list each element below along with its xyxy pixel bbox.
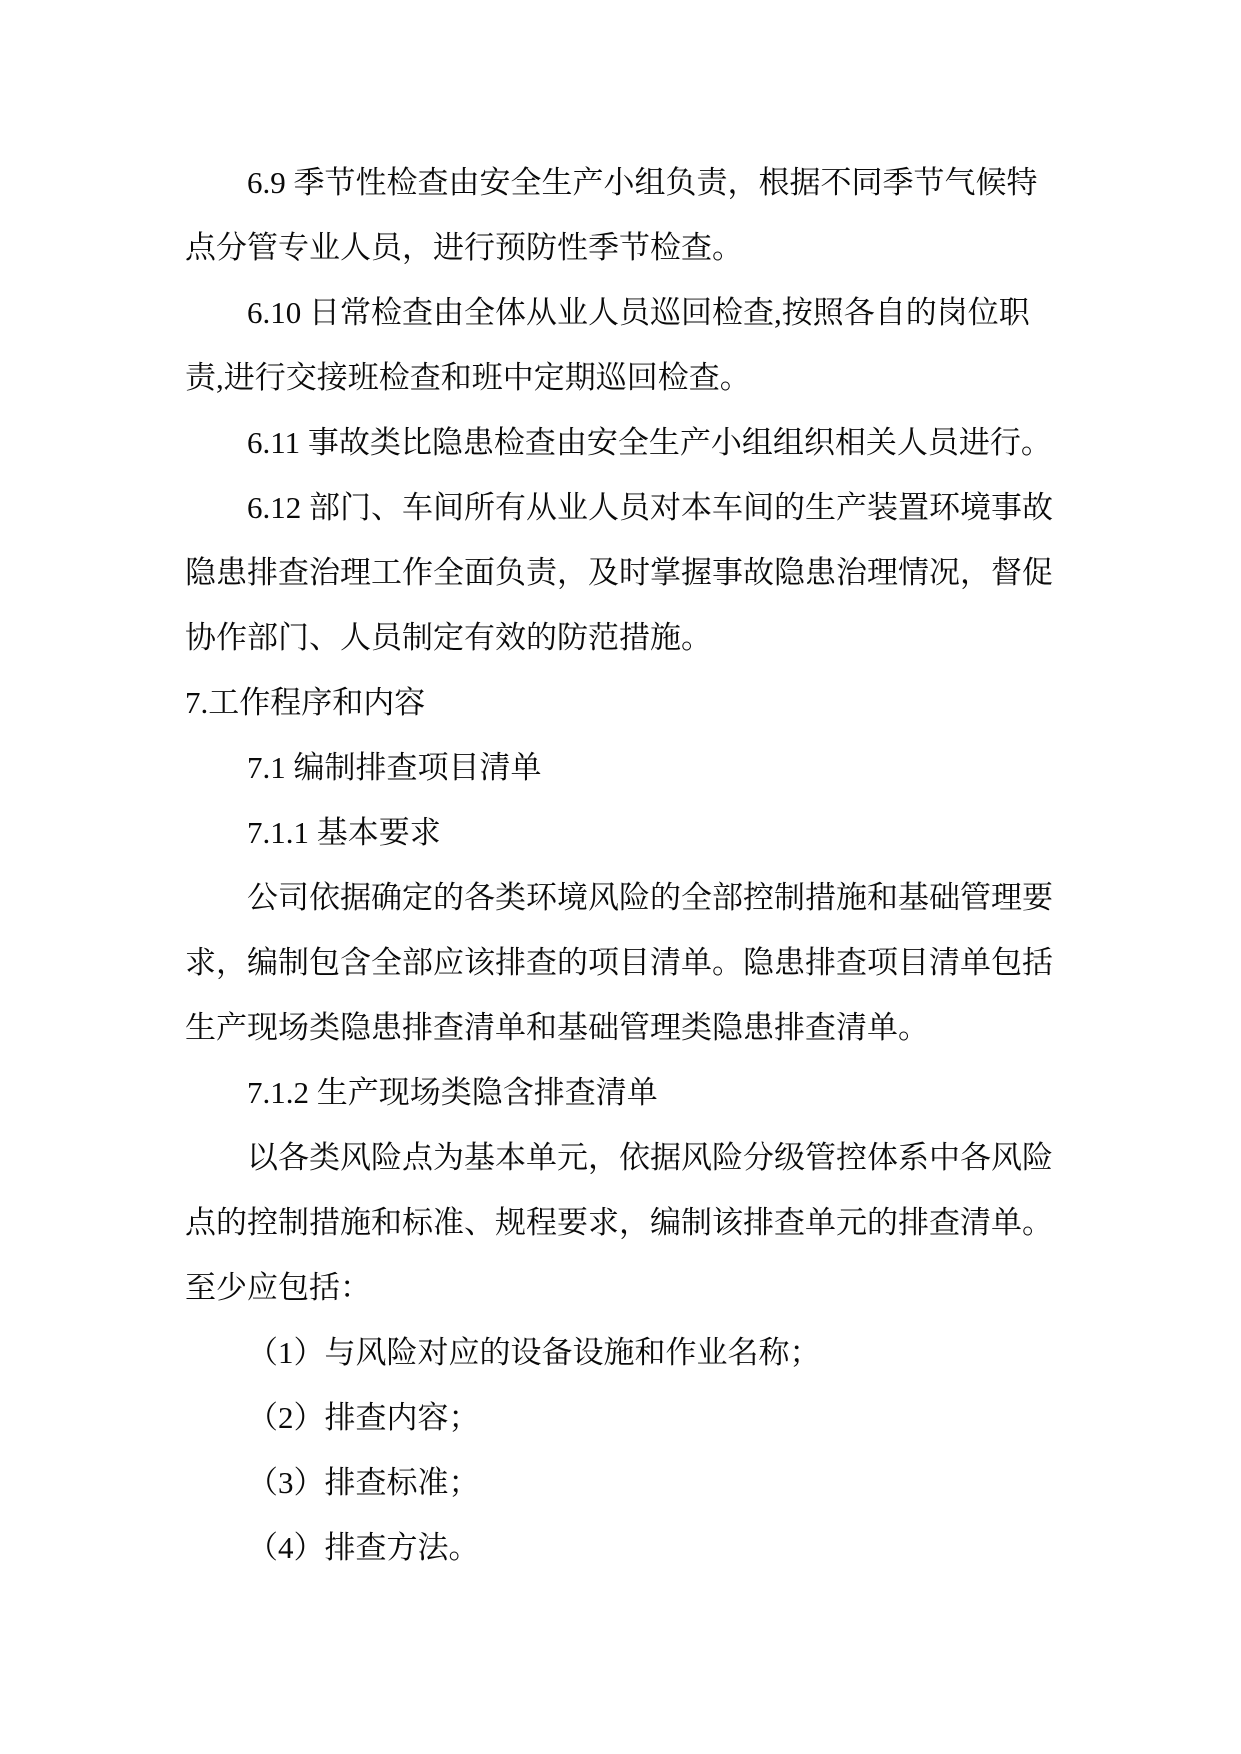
paragraph-6-9: 6.9 季节性检查由安全生产小组负责，根据不同季节气候特点分管专业人员，进行预防性季节检查。 <box>185 165 1038 265</box>
list-item-4: （4）排查方法。 <box>247 1530 480 1565</box>
paragraph-7-1-2-body: 以各类风险点为基本单元，依据风险分级管控体系中各风险点的控制措施和标准、规程要求，编制该排查单元的排查清单。至少应包括： <box>185 1140 1053 1305</box>
paragraph-6-12: 6.12 部门、车间所有从业人员对本车间的生产装置环境事故隐患排查治理工作全面负责，及时掌握事故隐患治理情况，督促协作部门、人员制定有效的防范措施。 <box>185 490 1053 655</box>
list-item-1: （1）与风险对应的设备设施和作业名称； <box>247 1335 821 1370</box>
heading-7-1-2: 7.1.2 生产现场类隐含排查清单 <box>247 1075 658 1110</box>
paragraph-6-10: 6.10 日常检查由全体从业人员巡回检查,按照各自的岗位职责,进行交接班检查和班中定期巡回检查。 <box>185 295 1030 395</box>
heading-7-1: 7.1 编制排查项目清单 <box>247 750 542 785</box>
list-item-3: （3）排查标准； <box>247 1465 480 1500</box>
heading-7: 7.工作程序和内容 <box>185 685 426 720</box>
heading-7-1-1: 7.1.1 基本要求 <box>247 815 441 850</box>
document-body <box>185 150 1055 1580</box>
list-item-2: （2）排查内容； <box>247 1400 480 1435</box>
paragraph-6-11: 6.11 事故类比隐患检查由安全生产小组组织相关人员进行。 <box>247 425 1052 460</box>
paragraph-7-1-1-body: 公司依据确定的各类环境风险的全部控制措施和基础管理要求，编制包含全部应该排查的项目清单。隐患排查项目清单包括生产现场类隐患排查清单和基础管理类隐患排查清单。 <box>185 880 1053 1045</box>
